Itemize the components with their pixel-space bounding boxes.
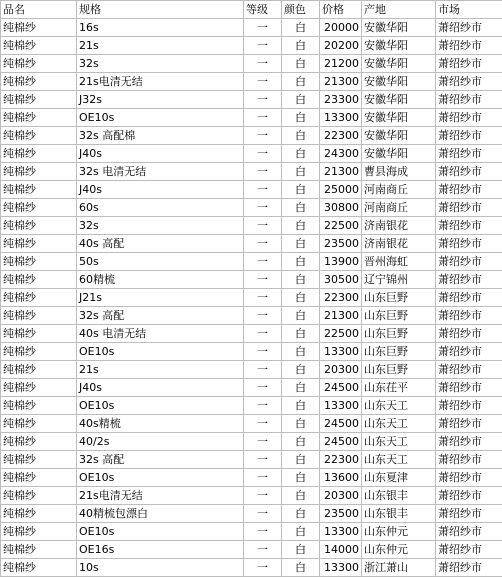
table-row (1, 505, 502, 523)
cell-color[interactable]: 白 (282, 361, 320, 379)
cell-origin[interactable]: 山东仲元 (362, 541, 436, 559)
cell-product-name[interactable]: 纯棉纱 (1, 235, 77, 253)
cell-market[interactable]: 萧绍纱市 (436, 523, 502, 541)
cell-grade[interactable]: 一 (244, 73, 282, 91)
cell-product-name[interactable]: 纯棉纱 (1, 91, 77, 109)
cell-color[interactable]: 白 (282, 199, 320, 217)
table-row (1, 127, 502, 145)
table-row (1, 487, 502, 505)
cell-spec[interactable]: J40s (77, 181, 244, 199)
cell-grade[interactable]: 一 (244, 19, 282, 37)
cell-spec[interactable]: 50s (77, 253, 244, 271)
cell-color[interactable]: 白 (282, 127, 320, 145)
cell-origin[interactable]: 安徽华阳 (362, 55, 436, 73)
cell-product-name[interactable]: 纯棉纱 (1, 433, 77, 451)
cell-grade[interactable]: 一 (244, 217, 282, 235)
cell-grade[interactable]: 一 (244, 127, 282, 145)
cell-price[interactable]: 21300 (320, 307, 362, 325)
cell-color[interactable]: 白 (282, 343, 320, 361)
table-row (1, 271, 502, 289)
cell-spec[interactable]: OE10s (77, 397, 244, 415)
cell-market[interactable]: 萧绍纱市 (436, 73, 502, 91)
cell-product-name[interactable]: 纯棉纱 (1, 55, 77, 73)
table-row (1, 541, 502, 559)
cell-market[interactable]: 萧绍纱市 (436, 379, 502, 397)
table-row (1, 73, 502, 91)
cell-origin[interactable]: 曹县海成 (362, 163, 436, 181)
cell-color[interactable]: 白 (282, 109, 320, 127)
cell-product-name[interactable]: 纯棉纱 (1, 199, 77, 217)
cell-grade[interactable]: 一 (244, 181, 282, 199)
cell-price[interactable]: 24300 (320, 145, 362, 163)
cell-color[interactable]: 白 (282, 19, 320, 37)
cell-origin[interactable]: 安徽华阳 (362, 19, 436, 37)
header-color[interactable]: 颜色 (282, 1, 320, 19)
cell-market[interactable]: 萧绍纱市 (436, 307, 502, 325)
cell-spec[interactable]: 32s 高配 (77, 307, 244, 325)
cell-origin[interactable]: 浙江萧山 (362, 559, 436, 577)
cell-origin[interactable]: 晋州海虹 (362, 253, 436, 271)
cell-color[interactable]: 白 (282, 307, 320, 325)
cell-grade[interactable]: 一 (244, 451, 282, 469)
cell-product-name[interactable]: 纯棉纱 (1, 37, 77, 55)
header-origin[interactable]: 产地 (362, 1, 436, 19)
cell-origin[interactable]: 山东巨野 (362, 289, 436, 307)
cell-color[interactable]: 白 (282, 325, 320, 343)
table-row (1, 415, 502, 433)
cell-spec[interactable]: J21s (77, 289, 244, 307)
cell-market[interactable]: 萧绍纱市 (436, 343, 502, 361)
cell-grade[interactable]: 一 (244, 199, 282, 217)
table-row (1, 235, 502, 253)
cell-market[interactable]: 萧绍纱市 (436, 451, 502, 469)
cell-grade[interactable]: 一 (244, 397, 282, 415)
cell-origin[interactable]: 安徽华阳 (362, 109, 436, 127)
cell-grade[interactable]: 一 (244, 271, 282, 289)
cell-price[interactable]: 23500 (320, 235, 362, 253)
cell-color[interactable]: 白 (282, 145, 320, 163)
cell-origin[interactable]: 辽宁锦州 (362, 271, 436, 289)
cell-price[interactable]: 30500 (320, 271, 362, 289)
cell-grade[interactable]: 一 (244, 325, 282, 343)
cell-color[interactable]: 白 (282, 163, 320, 181)
cell-grade[interactable]: 一 (244, 469, 282, 487)
cell-grade[interactable]: 一 (244, 433, 282, 451)
cell-origin[interactable]: 山东巨野 (362, 361, 436, 379)
cell-spec[interactable]: OE10s (77, 469, 244, 487)
cell-price[interactable]: 13300 (320, 397, 362, 415)
cell-market[interactable]: 萧绍纱市 (436, 541, 502, 559)
cell-color[interactable]: 白 (282, 433, 320, 451)
cell-spec[interactable]: OE16s (77, 541, 244, 559)
header-price[interactable]: 价格 (320, 1, 362, 19)
cell-product-name[interactable]: 纯棉纱 (1, 163, 77, 181)
cell-market[interactable]: 萧绍纱市 (436, 289, 502, 307)
cell-price[interactable]: 24500 (320, 379, 362, 397)
cell-origin[interactable]: 山东巨野 (362, 343, 436, 361)
cell-spec[interactable]: 32s 高配棉 (77, 127, 244, 145)
cell-color[interactable]: 白 (282, 379, 320, 397)
cell-origin[interactable]: 济南银花 (362, 235, 436, 253)
cell-color[interactable]: 白 (282, 253, 320, 271)
cell-spec[interactable]: 32s (77, 55, 244, 73)
cell-origin[interactable]: 山东天工 (362, 415, 436, 433)
cell-price[interactable]: 24500 (320, 433, 362, 451)
table-row (1, 559, 502, 577)
cell-product-name[interactable]: 纯棉纱 (1, 451, 77, 469)
cell-spec[interactable]: 16s (77, 19, 244, 37)
cell-color[interactable]: 白 (282, 487, 320, 505)
cell-market[interactable]: 萧绍纱市 (436, 469, 502, 487)
cell-color[interactable]: 白 (282, 235, 320, 253)
cell-product-name[interactable]: 纯棉纱 (1, 109, 77, 127)
cell-market[interactable]: 萧绍纱市 (436, 253, 502, 271)
cell-spec[interactable]: 32s (77, 217, 244, 235)
cell-origin[interactable]: 山东天工 (362, 433, 436, 451)
cell-color[interactable]: 白 (282, 469, 320, 487)
table-row (1, 91, 502, 109)
cell-product-name[interactable]: 纯棉纱 (1, 505, 77, 523)
cell-color[interactable]: 白 (282, 289, 320, 307)
cell-price[interactable]: 21200 (320, 55, 362, 73)
cell-product-name[interactable]: 纯棉纱 (1, 145, 77, 163)
cell-product-name[interactable]: 纯棉纱 (1, 361, 77, 379)
cell-spec[interactable]: OE10s (77, 343, 244, 361)
cell-grade[interactable]: 一 (244, 145, 282, 163)
header-market[interactable]: 市场 (436, 1, 502, 19)
cell-market[interactable]: 萧绍纱市 (436, 487, 502, 505)
cell-price[interactable]: 22500 (320, 325, 362, 343)
cell-spec[interactable]: 21s (77, 361, 244, 379)
cell-price[interactable]: 13300 (320, 523, 362, 541)
cell-grade[interactable]: 一 (244, 55, 282, 73)
cell-color[interactable]: 白 (282, 523, 320, 541)
cell-product-name[interactable]: 纯棉纱 (1, 181, 77, 199)
cell-spec[interactable]: J32s (77, 91, 244, 109)
cell-color[interactable]: 白 (282, 451, 320, 469)
table-row (1, 217, 502, 235)
cell-market[interactable]: 萧绍纱市 (436, 181, 502, 199)
header-row (1, 1, 502, 19)
cell-origin[interactable]: 安徽华阳 (362, 37, 436, 55)
cell-grade[interactable]: 一 (244, 505, 282, 523)
cell-market[interactable]: 萧绍纱市 (436, 127, 502, 145)
cell-product-name[interactable]: 纯棉纱 (1, 307, 77, 325)
cell-grade[interactable]: 一 (244, 37, 282, 55)
cell-grade[interactable]: 一 (244, 235, 282, 253)
cell-product-name[interactable]: 纯棉纱 (1, 397, 77, 415)
cell-product-name[interactable]: 纯棉纱 (1, 253, 77, 271)
cell-grade[interactable]: 一 (244, 559, 282, 577)
cell-origin[interactable]: 山东天工 (362, 397, 436, 415)
cell-spec[interactable]: OE10s (77, 109, 244, 127)
cell-spec[interactable]: OE10s (77, 523, 244, 541)
cell-market[interactable]: 萧绍纱市 (436, 397, 502, 415)
cell-origin[interactable]: 济南银花 (362, 217, 436, 235)
table-row (1, 181, 502, 199)
cell-origin[interactable]: 安徽华阳 (362, 73, 436, 91)
cell-origin[interactable]: 山东巨野 (362, 307, 436, 325)
cell-price[interactable]: 22500 (320, 217, 362, 235)
cell-spec[interactable]: 10s (77, 559, 244, 577)
cell-market[interactable]: 萧绍纱市 (436, 109, 502, 127)
cell-spec[interactable]: J40s (77, 379, 244, 397)
cell-price[interactable]: 23500 (320, 505, 362, 523)
cell-price[interactable]: 23300 (320, 91, 362, 109)
table-row (1, 37, 502, 55)
cell-color[interactable]: 白 (282, 397, 320, 415)
cell-price[interactable]: 13600 (320, 469, 362, 487)
cell-color[interactable]: 白 (282, 541, 320, 559)
cell-origin[interactable]: 安徽华阳 (362, 127, 436, 145)
cell-market[interactable]: 萧绍纱市 (436, 37, 502, 55)
cell-grade[interactable]: 一 (244, 307, 282, 325)
table-row (1, 451, 502, 469)
table-row (1, 343, 502, 361)
cell-spec[interactable]: 32s 电清无结 (77, 163, 244, 181)
cell-market[interactable]: 萧绍纱市 (436, 235, 502, 253)
cell-grade[interactable]: 一 (244, 487, 282, 505)
cell-price[interactable]: 24500 (320, 415, 362, 433)
cell-origin[interactable]: 山东夏津 (362, 469, 436, 487)
cell-product-name[interactable]: 纯棉纱 (1, 523, 77, 541)
cell-market[interactable]: 萧绍纱市 (436, 415, 502, 433)
cell-origin[interactable]: 河南商丘 (362, 181, 436, 199)
cell-grade[interactable]: 一 (244, 343, 282, 361)
cell-product-name[interactable]: 纯棉纱 (1, 217, 77, 235)
cell-price[interactable]: 20300 (320, 361, 362, 379)
cell-price[interactable]: 22300 (320, 289, 362, 307)
table-row (1, 523, 502, 541)
cell-price[interactable]: 13300 (320, 109, 362, 127)
cell-product-name[interactable]: 纯棉纱 (1, 541, 77, 559)
cell-market[interactable]: 萧绍纱市 (436, 55, 502, 73)
table-row (1, 145, 502, 163)
cell-grade[interactable]: 一 (244, 415, 282, 433)
cell-origin[interactable]: 安徽华阳 (362, 145, 436, 163)
cell-grade[interactable]: 一 (244, 91, 282, 109)
cell-color[interactable]: 白 (282, 181, 320, 199)
header-product-name[interactable]: 品名 (1, 1, 77, 19)
cell-price[interactable]: 20200 (320, 37, 362, 55)
cell-price[interactable]: 22300 (320, 451, 362, 469)
cell-spec[interactable]: 21s电清无结 (77, 73, 244, 91)
cell-product-name[interactable]: 纯棉纱 (1, 289, 77, 307)
cell-spec[interactable]: 40精梳包漂白 (77, 505, 244, 523)
cell-origin[interactable]: 山东银丰 (362, 505, 436, 523)
cell-color[interactable]: 白 (282, 37, 320, 55)
cell-product-name[interactable]: 纯棉纱 (1, 127, 77, 145)
cell-color[interactable]: 白 (282, 271, 320, 289)
table-row (1, 325, 502, 343)
cell-product-name[interactable]: 纯棉纱 (1, 469, 77, 487)
cell-origin[interactable]: 山东天工 (362, 451, 436, 469)
cell-origin[interactable]: 安徽华阳 (362, 91, 436, 109)
cell-price[interactable]: 22300 (320, 127, 362, 145)
cell-product-name[interactable]: 纯棉纱 (1, 559, 77, 577)
cell-product-name[interactable]: 纯棉纱 (1, 19, 77, 37)
cell-color[interactable]: 白 (282, 559, 320, 577)
cell-color[interactable]: 白 (282, 73, 320, 91)
cell-market[interactable]: 萧绍纱市 (436, 217, 502, 235)
cell-color[interactable]: 白 (282, 91, 320, 109)
table-row (1, 433, 502, 451)
cell-spec[interactable]: 40s 电清无结 (77, 325, 244, 343)
cell-price[interactable]: 30800 (320, 199, 362, 217)
cell-spec[interactable]: 60精梳 (77, 271, 244, 289)
cell-origin[interactable]: 山东银丰 (362, 487, 436, 505)
cell-spec[interactable]: 32s 高配 (77, 451, 244, 469)
cell-spec[interactable]: J40s (77, 145, 244, 163)
header-grade[interactable]: 等级 (244, 1, 282, 19)
cell-price[interactable]: 21300 (320, 163, 362, 181)
table-row (1, 469, 502, 487)
cell-price[interactable]: 14000 (320, 541, 362, 559)
cell-spec[interactable]: 60s (77, 199, 244, 217)
cell-price[interactable]: 20000 (320, 19, 362, 37)
cell-price[interactable]: 13300 (320, 343, 362, 361)
cell-grade[interactable]: 一 (244, 379, 282, 397)
cell-color[interactable]: 白 (282, 505, 320, 523)
cell-spec[interactable]: 21s电清无结 (77, 487, 244, 505)
cell-price[interactable]: 25000 (320, 181, 362, 199)
cell-grade[interactable]: 一 (244, 253, 282, 271)
cell-origin[interactable]: 河南商丘 (362, 199, 436, 217)
table-row (1, 397, 502, 415)
cell-spec[interactable]: 40s 高配 (77, 235, 244, 253)
table-row (1, 199, 502, 217)
table-row (1, 289, 502, 307)
cell-grade[interactable]: 一 (244, 361, 282, 379)
cell-product-name[interactable]: 纯棉纱 (1, 487, 77, 505)
cell-market[interactable]: 萧绍纱市 (436, 91, 502, 109)
cell-origin[interactable]: 山东巨野 (362, 325, 436, 343)
cell-grade[interactable]: 一 (244, 163, 282, 181)
cell-market[interactable]: 萧绍纱市 (436, 199, 502, 217)
cell-spec[interactable]: 40/2s (77, 433, 244, 451)
cell-color[interactable]: 白 (282, 217, 320, 235)
cell-market[interactable]: 萧绍纱市 (436, 145, 502, 163)
header-spec[interactable]: 规格 (77, 1, 244, 19)
table-row (1, 307, 502, 325)
cell-grade[interactable]: 一 (244, 289, 282, 307)
cell-product-name[interactable]: 纯棉纱 (1, 343, 77, 361)
cell-product-name[interactable]: 纯棉纱 (1, 415, 77, 433)
cell-market[interactable]: 萧绍纱市 (436, 325, 502, 343)
cell-price[interactable]: 13900 (320, 253, 362, 271)
cell-grade[interactable]: 一 (244, 109, 282, 127)
cell-spec[interactable]: 21s (77, 37, 244, 55)
cell-spec[interactable]: 40s精梳 (77, 415, 244, 433)
cell-product-name[interactable]: 纯棉纱 (1, 73, 77, 91)
cell-market[interactable]: 萧绍纱市 (436, 505, 502, 523)
table-row (1, 109, 502, 127)
cell-market[interactable]: 萧绍纱市 (436, 361, 502, 379)
cell-product-name[interactable]: 纯棉纱 (1, 379, 77, 397)
table-row (1, 379, 502, 397)
cell-grade[interactable]: 一 (244, 541, 282, 559)
cell-origin[interactable]: 山东茌平 (362, 379, 436, 397)
cell-price[interactable]: 13300 (320, 559, 362, 577)
cell-origin[interactable]: 山东仲元 (362, 523, 436, 541)
cell-price[interactable]: 20300 (320, 487, 362, 505)
cell-market[interactable]: 萧绍纱市 (436, 271, 502, 289)
table-row (1, 163, 502, 181)
cell-market[interactable]: 萧绍纱市 (436, 433, 502, 451)
cell-grade[interactable]: 一 (244, 523, 282, 541)
cell-market[interactable]: 萧绍纱市 (436, 163, 502, 181)
table-row (1, 253, 502, 271)
table-row (1, 55, 502, 73)
cell-price[interactable]: 21300 (320, 73, 362, 91)
cell-market[interactable]: 萧绍纱市 (436, 19, 502, 37)
cell-product-name[interactable]: 纯棉纱 (1, 271, 77, 289)
table-row (1, 19, 502, 37)
cell-color[interactable]: 白 (282, 55, 320, 73)
cell-market[interactable]: 萧绍纱市 (436, 559, 502, 577)
cell-color[interactable]: 白 (282, 415, 320, 433)
table-row (1, 361, 502, 379)
cell-product-name[interactable]: 纯棉纱 (1, 325, 77, 343)
